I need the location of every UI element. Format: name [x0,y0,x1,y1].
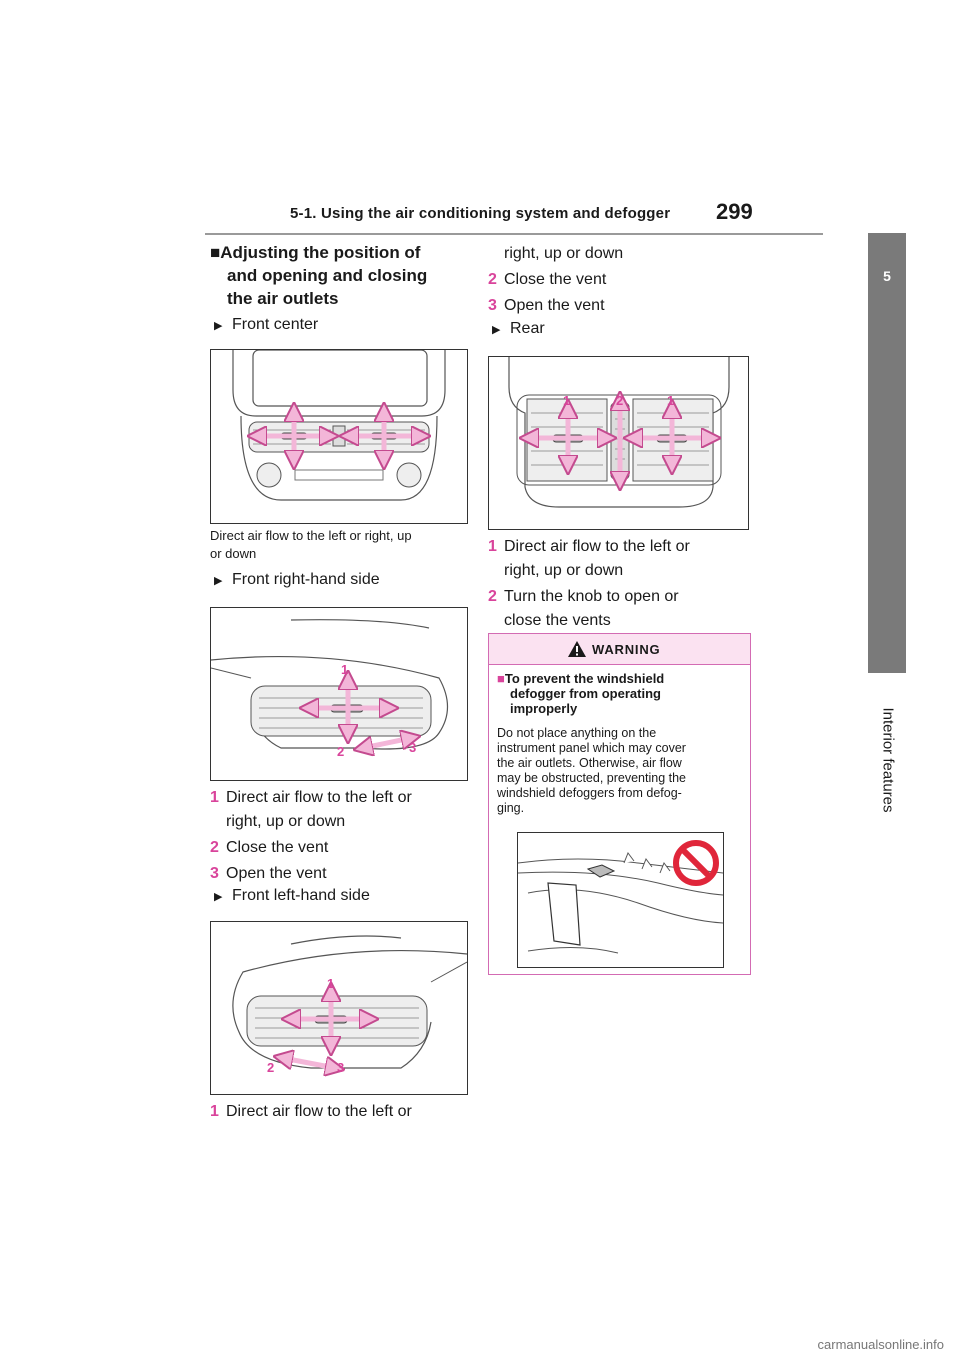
warning-text: Do not place anything on the instrument panel which may cover the air outlets. Otherwise, air flow may be obstructed, preventing the windshield defoggers from defog- ging. [497,726,687,815]
triangle-bullet-icon: ▶ [214,575,223,587]
caption-front-center: Direct air flow to the left or right, up or down [210,528,412,561]
chapter-tab [868,233,906,673]
step-item: 2 Turn the knob to open or [488,588,679,605]
rear-steps: 1 Direct air flow to the left or right, up or down 2 Turn the knob to open or close the vents [488,535,690,633]
subheading-front-center: ▶ Front center [214,316,319,333]
step-item: 2 Close the vent [210,839,329,856]
chapter-label: Interior features [879,707,897,813]
header-divider [205,233,823,235]
warning-triangle-icon [567,640,587,658]
triangle-bullet-icon: ▶ [214,891,223,903]
callout-1-left: 1 [563,393,571,408]
figure-front-right [210,607,468,781]
warning-header [489,634,750,665]
front-left-vent-illustration [211,922,467,1094]
front-right-vent-illustration [211,608,467,780]
front-left-steps-continued: right, up or down 2 Close the vent 3 Open the vent [488,242,623,318]
callout-1-right: 1 [667,393,675,408]
section-heading [210,241,427,310]
header-title: 5-1. Using the air conditioning system and defogger [290,205,671,222]
front-center-vent-illustration [211,350,467,523]
subheading-rear: ▶ Rear [492,320,545,337]
warning-title: WARNING [592,642,661,657]
watermark: carmanualsonline.info [817,1337,944,1352]
page-number: 299 [716,199,753,224]
callout-2: 2 [267,1060,275,1075]
subheading-front-right: ▶ Front right-hand side [214,571,380,588]
step-item: 3 Open the vent [488,297,605,314]
callout-1: 1 [327,976,335,991]
square-bullet: ■ [497,671,505,686]
heading-line-3: the air outlets [227,289,339,308]
figure-warning-dashboard [517,832,724,968]
subheading-front-left: ▶ Front left-hand side [214,887,370,904]
triangle-bullet-icon: ▶ [214,320,223,332]
dashboard-illustration [518,833,723,967]
front-right-steps: 1 Direct air flow to the left or right, up or down 2 Close the vent 3 Open the vent [210,786,412,886]
callout-2: 2 [337,744,345,759]
warning-subheading: ■To prevent the windshield defogger from operating improperly [497,671,665,716]
heading-line-2: and opening and closing [227,266,428,285]
figure-front-center [210,349,468,524]
front-left-step-1: 1 Direct air flow to the left or [210,1103,412,1120]
rear-vent-illustration [489,357,748,529]
step-item: 2 Close the vent [488,271,607,288]
step-item: 3 Open the vent [210,865,327,882]
callout-2: 2 [616,393,624,408]
callout-3: 3 [337,1060,345,1075]
square-bullet: ■ [210,243,221,262]
callout-3: 3 [409,740,417,755]
chapter-number: 5 [883,268,891,284]
heading-line-1: Adjusting the position of [220,243,421,262]
triangle-bullet-icon: ▶ [492,324,501,336]
callout-1: 1 [341,662,349,677]
step-item: 1 Direct air flow to the left or [488,538,690,555]
step-item: 1 Direct air flow to the left or [210,789,412,806]
warning-box [488,633,751,975]
figure-front-left [210,921,468,1095]
figure-rear [488,356,749,530]
